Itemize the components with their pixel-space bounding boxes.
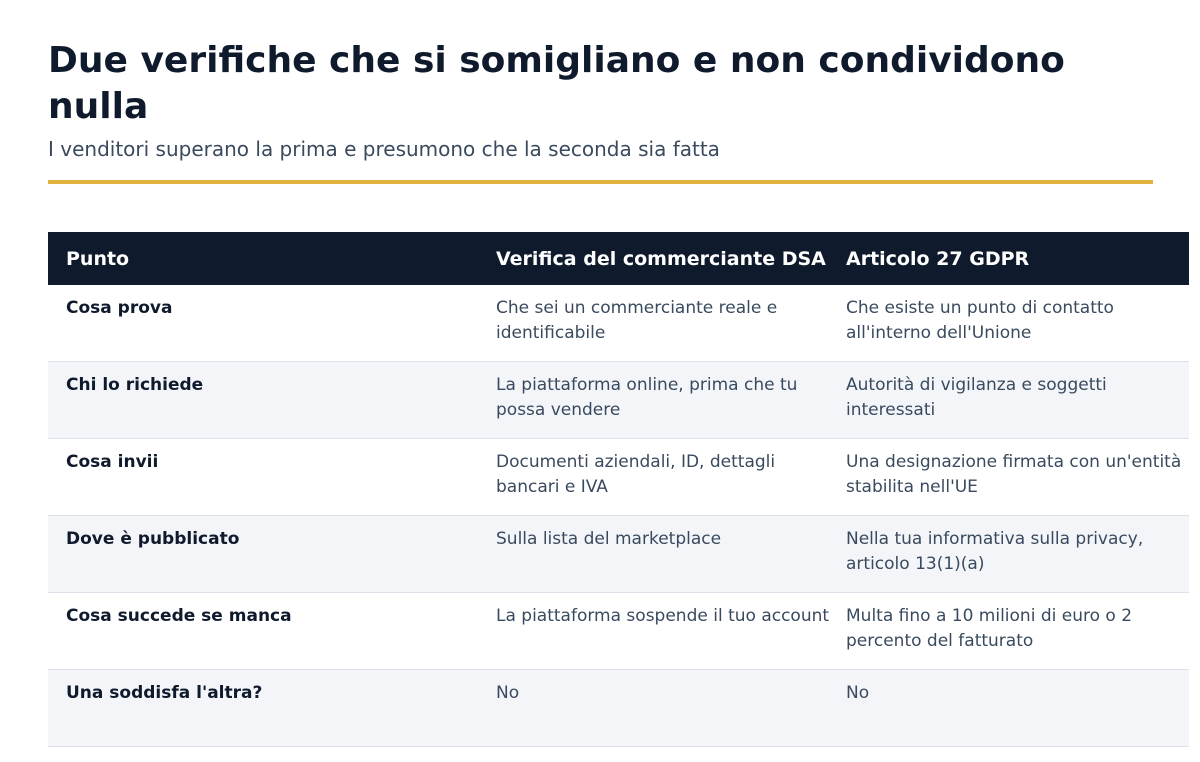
row-label: Cosa succede se manca [48, 593, 478, 670]
page [48, 0, 1200, 747]
table-row [48, 593, 1189, 670]
column-header-dsa: Verifica del commerciante DSA [478, 232, 838, 285]
dsa-cell: La piattaforma sospende il tuo account [478, 593, 838, 670]
gdpr-cell: Nella tua informativa sulla privacy, articolo 13(1)(a) [838, 516, 1189, 593]
gdpr-cell: No [838, 670, 1189, 747]
gdpr-cell: Che esiste un punto di contatto all'interno dell'Unione [838, 285, 1189, 362]
page-subtitle: I venditori superano la prima e presumono che la seconda sia fatta [48, 137, 720, 161]
table-row [48, 439, 1189, 516]
row-label: Una soddisfa l'altra? [48, 670, 478, 747]
table-row [48, 285, 1189, 362]
gdpr-cell: Autorità di vigilanza e soggetti interessati [838, 362, 1189, 439]
gdpr-cell: Multa fino a 10 milioni di euro o 2 percento del fatturato [838, 593, 1189, 670]
gdpr-cell: Una designazione firmata con un'entità stabilita nell'UE [838, 439, 1189, 516]
dsa-cell: Che sei un commerciante reale e identificabile [478, 285, 838, 362]
column-header-punto: Punto [48, 232, 478, 285]
comparison-table [48, 232, 1189, 747]
dsa-cell: Documenti aziendali, ID, dettagli bancari e IVA [478, 439, 838, 516]
row-label: Cosa prova [48, 285, 478, 362]
row-label: Chi lo richiede [48, 362, 478, 439]
column-header-gdpr: Articolo 27 GDPR [838, 232, 1189, 285]
table-row [48, 670, 1189, 747]
accent-divider [48, 180, 1153, 184]
row-label: Dove è pubblicato [48, 516, 478, 593]
table-row [48, 362, 1189, 439]
row-label: Cosa invii [48, 439, 478, 516]
table-row [48, 516, 1189, 593]
page-title: Due verifiche che si somigliano e non condividono nulla [48, 40, 1065, 127]
table-header-row [48, 232, 1189, 285]
dsa-cell: La piattaforma online, prima che tu possa vendere [478, 362, 838, 439]
dsa-cell: Sulla lista del marketplace [478, 516, 838, 593]
dsa-cell: No [478, 670, 838, 747]
